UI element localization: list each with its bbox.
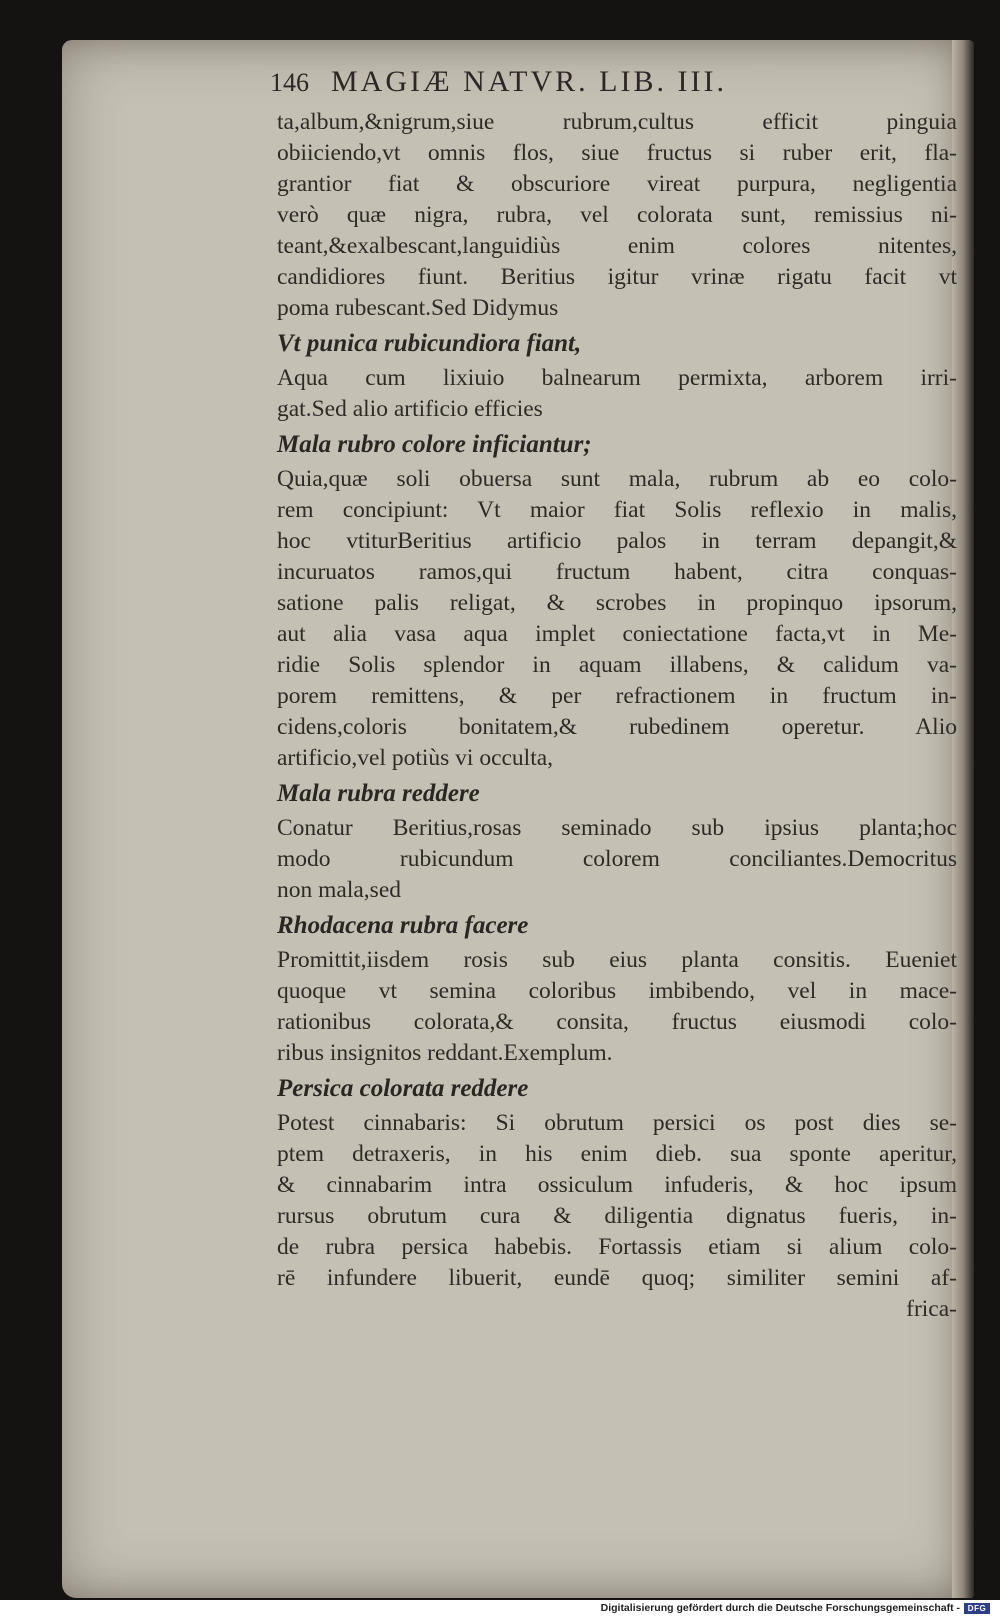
text-line: & cinnabarim intra ossiculum infuderis, & hoc ipsum (277, 1172, 957, 1198)
text-line: quoque vt semina coloribus imbibendo, vel in mace- (277, 978, 957, 1004)
text-line: poma rubescant.Sed Didymus (277, 295, 559, 321)
text-line: artificio,vel potiùs vi occulta, (277, 745, 554, 771)
text-line: rem concipiunt: Vt maior fiat Solis reflexio in malis, (277, 497, 957, 523)
page-number: 146 (270, 68, 309, 97)
text-line: satione palis religat, & scrobes in propinquo ipsorum, (277, 590, 957, 616)
text-line: non mala,sed (277, 877, 401, 903)
section-heading: Rhodacena rubra facere (277, 912, 529, 939)
text-line: rationibus colorata,& consita, fructus eiusmodi colo- (277, 1009, 957, 1035)
text-line: Aqua cum lixiuio balnearum permixta, arborem irri- (277, 365, 957, 391)
text-line: Conatur Beritius,rosas seminado sub ipsius planta;hoc (277, 815, 957, 841)
text-line: cidens,coloris bonitatem,& rubedinem operetur. Alio (277, 714, 957, 740)
text-line: hoc vtiturBeritius artificio palos in terram depangit,& (277, 528, 957, 554)
footer-bar (0, 1600, 1000, 1618)
text-line: aut alia vasa aqua implet coniectatione facta,vt in Me- (277, 621, 957, 647)
text-line: gat.Sed alio artificio efficies (277, 396, 543, 422)
text-line: ribus insignitos reddant.Exemplum. (277, 1040, 613, 1066)
text-line: modo rubicundum colorem conciliantes.Democritus (277, 846, 957, 872)
text-line: Promittit,iisdem rosis sub eius planta consitis. Eueniet (277, 947, 957, 973)
text-line: Quia,quæ soli obuersa sunt mala, rubrum ab eo colo- (277, 466, 957, 492)
section-heading: Vt punica rubicundiora fiant, (277, 330, 582, 357)
section-heading: Persica colorata reddere (277, 1075, 529, 1102)
dfg-logo: DFG (964, 1603, 990, 1614)
text-line: rē infundere libuerit, eundē quoq; similiter semini af- (277, 1265, 957, 1291)
text-line: ta,album,&nigrum,siue rubrum,cultus efficit pinguia (277, 109, 957, 135)
footer-credit: Digitalisierung gefördert durch die Deutsche Forschungsgemeinschaft - (600, 1602, 960, 1614)
text-line: incuruatos ramos,qui fructum habent, citra conquas- (277, 559, 957, 585)
text-line: ridie Solis splendor in aquam illabens, & calidum va- (277, 652, 957, 678)
text-line: verò quæ nigra, rubra, vel colorata sunt, remissius ni- (277, 202, 957, 228)
text-line: de rubra persica habebis. Fortassis etiam si alium colo- (277, 1234, 957, 1260)
running-header (270, 65, 850, 99)
text-line: Potest cinnabaris: Si obrutum persici os post dies se- (277, 1110, 957, 1136)
catchword: frica- (906, 1296, 957, 1322)
text-line: candidiores fiunt. Beritius igitur vrinæ rigatu facit vt (277, 264, 957, 290)
section-heading: Mala rubro colore inficiantur; (277, 431, 592, 458)
section-heading: Mala rubra reddere (277, 780, 480, 807)
text-line: ptem detraxeris, in his enim dieb. sua sponte aperitur, (277, 1141, 957, 1167)
text-line: teant,&exalbescant,languidiùs enim colores nitentes, (277, 233, 957, 259)
text-line: obiiciendo,vt omnis flos, siue fructus si ruber erit, fla- (277, 140, 957, 166)
body-text (277, 107, 957, 1325)
running-title: MAGIÆ NATVR. LIB. III. (331, 65, 727, 98)
text-line: grantior fiat & obscuriore vireat purpura, negligentia (277, 171, 957, 197)
text-line: rursus obrutum cura & diligentia dignatus fueris, in- (277, 1203, 957, 1229)
text-line: porem remittens, & per refractionem in fructum in- (277, 683, 957, 709)
